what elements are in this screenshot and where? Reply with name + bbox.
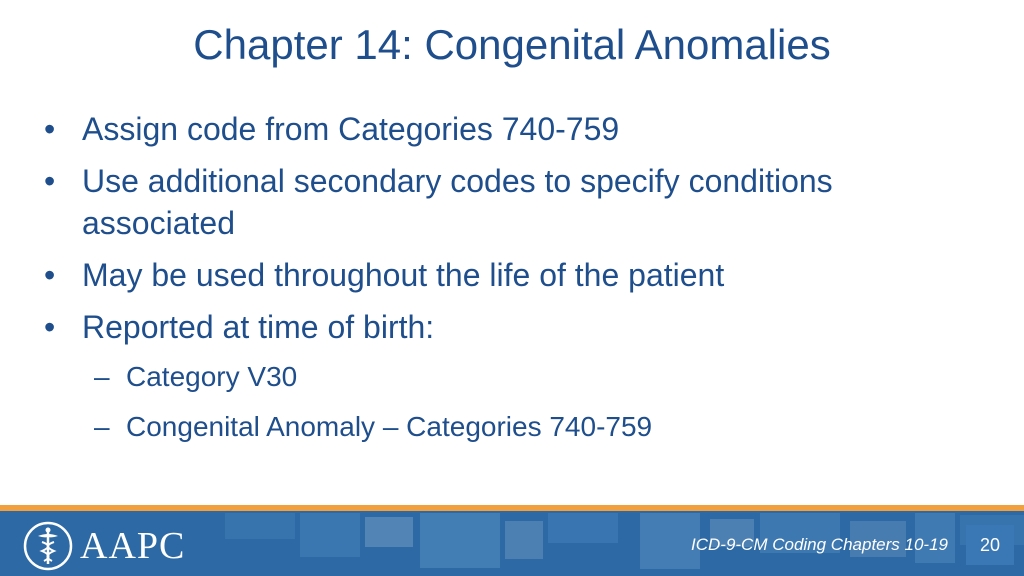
footer-band xyxy=(0,505,1024,576)
slide-title: Chapter 14: Congenital Anomalies xyxy=(193,21,831,68)
bullet-text: May be used throughout the life of the patient xyxy=(82,257,725,293)
sub-bullet-marker: – xyxy=(94,361,110,392)
bullet-text: Assign code from Categories 740-759 xyxy=(82,111,620,147)
bullet-item xyxy=(44,306,984,348)
bullet-marker: • xyxy=(44,111,56,147)
bullet-item xyxy=(44,254,984,296)
sub-bullet-text: Category V30 xyxy=(126,361,298,392)
bullet-item xyxy=(44,108,984,150)
bullet-marker: • xyxy=(44,163,56,199)
bullet-text: Use additional secondary codes to specify conditions associated xyxy=(82,163,833,241)
bullet-list xyxy=(44,108,984,458)
aapc-logo xyxy=(22,519,185,573)
sub-bullet-item xyxy=(44,358,984,396)
bullet-marker: • xyxy=(44,257,56,293)
bullet-item xyxy=(44,160,984,244)
sub-bullet-item xyxy=(44,408,984,446)
bullet-text: Reported at time of birth: xyxy=(82,309,435,345)
logo-text: AAPC xyxy=(80,525,186,567)
sub-bullet-text: Congenital Anomaly – Categories 740-759 xyxy=(126,411,653,442)
page-number: 20 xyxy=(966,525,1014,565)
bullet-marker: • xyxy=(44,309,56,345)
caduceus-icon xyxy=(22,520,74,572)
sub-bullet-marker: – xyxy=(94,411,110,442)
course-title: ICD-9-CM Coding Chapters 10-19 xyxy=(691,535,948,554)
